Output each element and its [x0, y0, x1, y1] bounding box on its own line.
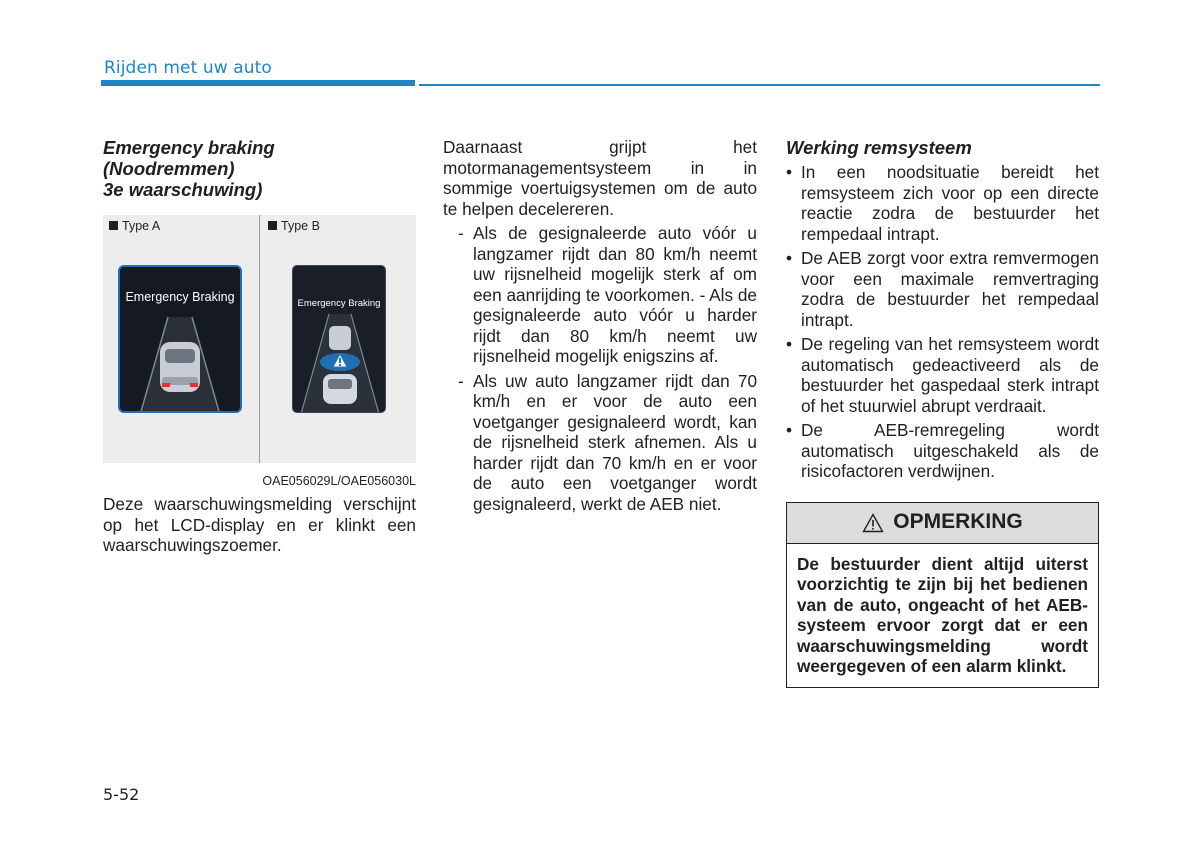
figure-caption: OAE056029L/OAE056030L: [262, 473, 416, 488]
warning-figure: [103, 215, 416, 488]
left-paragraph: Deze waarschuwingsmelding verschijnt op het LCD-display en er klinkt een waarschuwingszoemer.: [103, 494, 416, 555]
note-body: De bestuurder dient altijd uiterst voorzichtig te zijn bij het bedienen van de auto, ongeacht of het AEB-systeem ervoor zorgt dat er een waarschuwingsmelding wordt weergegeven of een alarm klinkt.: [797, 553, 1088, 676]
right-column: [786, 137, 1099, 688]
dash-list-item: [443, 223, 757, 367]
middle-column: [443, 137, 757, 514]
type-a-text: Type A: [122, 219, 161, 233]
type-b-label: [268, 216, 320, 237]
dash-item-text: Als de gesignaleerde auto vóór u langzamer rijdt dan 80 km/h neemt uw rijsnelheid mogelijk sterk af om een aanrijding te voorkomen. - Als de gesignaleerde auto vóór u harder rijdt dan 80 km/h neemt uw rijsnelheid mogelijk enigszins af.: [473, 223, 757, 366]
section-title: Rijden met uw auto: [104, 58, 272, 78]
dash-item-text: Als uw auto langzamer rijdt dan 70 km/h en er voor de auto een voetganger gesignaleerd wordt, kan de rijsnelheid sterk afnemen. Als u harder rijdt dan 70 km/h en er voor de auto een voetganger wordt gesignaleerd, werkt de AEB niet.: [473, 370, 757, 514]
bullet-marker: •: [786, 248, 793, 268]
figure-type-b: [260, 215, 416, 488]
left-heading: [103, 137, 416, 200]
bullet-list-item: [786, 248, 1099, 330]
bullet-list-item: [786, 420, 1099, 482]
square-bullet-icon: [268, 221, 277, 230]
header-rule-thick: [101, 80, 415, 86]
heading-line: (Noodremmen): [103, 158, 235, 179]
type-a-label: [109, 216, 160, 237]
dash-list-item: [443, 371, 757, 515]
figure-type-a: [103, 215, 259, 463]
car-illustration-icon: [120, 267, 240, 413]
right-heading: Werking remsysteem: [786, 137, 972, 158]
middle-paragraph: Daarnaast grijpt het motormanagementsysteem in in sommige voertuigsystemen om de auto te helpen decelereren.: [443, 137, 757, 219]
type-b-text: Type B: [281, 219, 320, 233]
screen-a-text: Emergency Braking: [125, 290, 235, 304]
car-warning-illustration-icon: [293, 266, 386, 413]
page-number: 5-52: [103, 785, 140, 804]
note-title: OPMERKING: [893, 510, 1023, 534]
dash-marker: -: [458, 223, 464, 243]
cluster-screen-b: [292, 265, 386, 413]
bullet-text: In een noodsituatie bereidt het remsysteem zich voor op een directe reactie zodra de bestuurder het rempedaal intrapt.: [801, 162, 1099, 244]
heading-line: Emergency braking: [103, 137, 275, 158]
bullet-text: De AEB zorgt voor extra remvermogen voor een maximale remvertraging zodra de bestuurder het rempedaal intrapt.: [801, 248, 1099, 330]
bullet-marker: •: [786, 334, 793, 354]
bullet-text: De AEB-remregeling wordt automatisch uitgeschakeld als de risicofactoren verdwijnen.: [801, 420, 1099, 481]
bullet-marker: •: [786, 420, 793, 440]
bullet-text: De regeling van het remsysteem wordt automatisch gedeactiveerd als de bestuurder het gaspedaal sterk intrapt of het stuurwiel abrupt verdraait.: [801, 334, 1099, 416]
bullet-marker: •: [786, 162, 793, 182]
header-rule-thin: [419, 84, 1100, 86]
note-header: [787, 503, 1098, 544]
dash-marker: -: [458, 370, 464, 391]
heading-line: 3e waarschuwing): [103, 179, 263, 200]
left-column: [103, 137, 416, 556]
cluster-screen-a: [118, 265, 242, 413]
bullet-list-item: [786, 162, 1099, 244]
warning-triangle-icon: [862, 513, 884, 533]
square-bullet-icon: [109, 221, 118, 230]
screen-b-text: Emergency Braking: [297, 298, 381, 309]
note-box: [786, 502, 1099, 688]
bullet-list-item: [786, 334, 1099, 416]
